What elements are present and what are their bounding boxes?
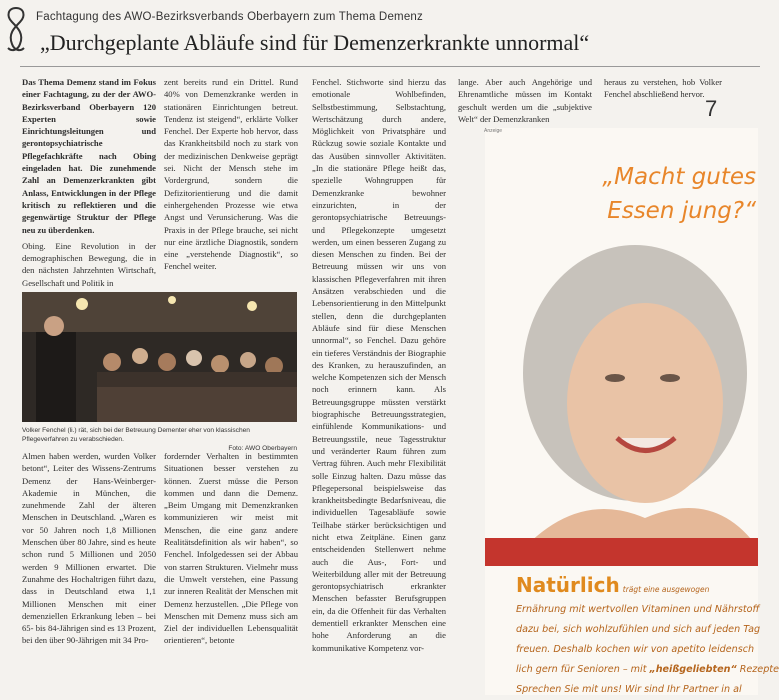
column-2-lower-text: fordernder Verhalten in bestimmten Situationen besser verstehen zu können. Zuerst müsse die Person kommen und dann die Demenz. „Beim Umgang mit Demenzkranken kommunizieren wir meist mit Menschen, die eine ganz andere Realitätsdefinition als wir haben“, so Fenchel. Infolgedessen sei der Abbau von starren Strukturen. Vielmehr muss die Umwelt verstehen, eine Passung zur inneren Realität der Menschen mit Demenz herzustellen. „Die Pflege von Menschen mit Demenz muss sich am Ziel der individuellen Lebensqualität orientieren“, betonte bbox=[164, 451, 298, 646]
ad-label: Anzeige bbox=[484, 128, 503, 134]
column-2-lower bbox=[164, 450, 298, 695]
ad-line-3: dazu bei, sich wohlzufühlen und sich auf jeden Tag bbox=[516, 624, 761, 635]
column-2-upper bbox=[164, 76, 298, 288]
header-divider bbox=[20, 66, 760, 67]
ad-line-5c: Rezepte bbox=[736, 664, 779, 675]
ad-brand-word: Natürlich bbox=[516, 573, 620, 597]
column-1-lower-text: Almen haben werden, wurden Volker betont“, Leiter des Wissens-Zentrums Demenz der Hans-Weinberger-Akademie in München, die zunehmende Zahl der älteren Menschen in Deutschland. „Waren es vor 50 Jahren noch 1,8 Millionen Menschen über 80 Jahre, sind es heute schon rund 5 Millionen und 2050 werden 9 Millionen erwartet. Die Zunahme des Hochaltrigen führt dazu, dass in Deutschland etwa 1,1 Millionen Menschen mit einer demenziellen Erkrankung leben – bei 65- bis 84-Jährigen sind es 13 Prozent, bei den über 90-Jährigen mit 34 Pro- bbox=[22, 451, 156, 646]
ad-line-1: trägt eine ausgewogen bbox=[622, 585, 710, 594]
article-body-start: Obing. Eine Revolution in der demographischen Bewegung, die in den nächsten Jahrzehnten Wirtschaft, Gesellschaft und Politik in bbox=[22, 240, 156, 288]
photo-credit: Foto: AWO Oberbayern bbox=[228, 445, 297, 452]
column-5-text: heraus zu verstehen, hob Volker Fenchel abschließend hervor. bbox=[604, 77, 722, 100]
photo-caption bbox=[22, 426, 297, 453]
column-4 bbox=[458, 76, 592, 126]
column-4-text: lange. Aber auch Angehörige und Ehrenamtliche müssen im Kontakt geschult werden um die „subjektive Welt“ der Demenzkranken bbox=[458, 77, 592, 124]
ad-headline-line-2: Essen jung?“ bbox=[607, 198, 756, 224]
article-kicker: Fachtagung des AWO-Bezirksverbands Oberbayern zum Thema Demenz bbox=[36, 11, 423, 23]
event-photo bbox=[22, 292, 297, 422]
page-number: 7 bbox=[705, 96, 718, 121]
article-headline: „Durchgeplante Abläufe sind für Demenzerkrankte unnormal“ bbox=[40, 30, 590, 55]
ad-headline bbox=[600, 160, 756, 228]
photo-caption-text: Volker Fenchel (li.) rät, sich bei der Betreuung Dementer eher von klassischen Pflegeverfahren zu verabschieden. bbox=[22, 427, 250, 443]
ad-line-4: freuen. Deshalb kochen wir von apetito leidensch bbox=[516, 644, 755, 655]
awo-logo-icon bbox=[2, 4, 30, 56]
ad-line-6: Sprechen Sie mit uns! Wir sind Ihr Partner in al bbox=[516, 684, 742, 695]
ad-headline-line-1: „Macht gutes bbox=[602, 164, 756, 190]
column-2-text: zent bereits rund ein Drittel. Rund 40% von Demenzkranke werden in stationären Einrichtungen betreut. Tendenz ist steigend“, erklärte Volker Fenchel. Der Experte hob hervor, dass das Krankheitsbild noch zu stark von der medizinischen Denkweise geprägt sei. Nicht der Mensch stehe im Vordergrund, sondern die Defizitorientierung und die damit einhergehenden Prozesse wie etwa Angst und Verunsicherung. Was die Praxis in der Pflege brauche, sei nicht nur eine ärztliche Diagnostik, sondern eine „verstehende Diagnostik“, so Fenchel weiter. bbox=[164, 77, 298, 272]
ad-line-5b: „heißgeliebten“ bbox=[649, 664, 737, 675]
column-1-lower bbox=[22, 450, 156, 695]
ad-line-2: Ernährung mit wertvollen Vitaminen und Nährstoff bbox=[516, 604, 760, 615]
column-3 bbox=[312, 76, 446, 695]
column-3-text: Fenchel. Stichworte sind hierzu das emotionale Wohlbefinden, Selbstbestimmung, Selbstachtung, Wertschätzung durch andere, Möglichkeit von Privatsphäre und Rückzug sowie soziale Kontakte und das Ausüben sinnvoller Aktivitäten. „In die stationäre Pflege heißt das, spezielle Wohngruppen für Demenzkranke bewohner einzurichten, in der gerontopsychiatrische Betreuungs- und Pflegekonzepte umgesetzt werden, um einen besseren Zugang zu diesen Menschen zu finden. Bei der Betreuung müssen wir uns von klassischen Pflegeverfahren mit ihren Ansätzen verabschieden und die Lebensorientierung in den Mittelpunkt stellen, denn die durchgeplanten Abläufe sind für diese Menschen unnormal“, so Fenchel. Dazu gehöre ein tieferes Verständnis der Biographie des Kranken, zu herauszufinden, an welche Kompetenzen sich der Mensch noch erinnern kann. Als Betreuungsgruppe müssten verstärkt biographische Betreuungsstrategien, einfühlende Kommunikations- und Betreuungsstile, neue Tagesstruktur und veränderter Raum führen zum Vertrag führen. Auch mehr Flexibilität solle Einzug halten. Dazu müsse das Pflegepersonal beispielsweise das krankheitsbedingte Bedarfsniveau, die individuellen Tagesabläufe sowie Teilhabe stärker berücksichtigen und nicht etwa Zeitpläne. Einen ganz entscheidenden Stellenwert nehme auch die Aus-, Fort- und Weiterbildung aller mit der Betreuung gerontopsychiatrisch erkrankter Menschen befasster Berufsgruppen ein, da die Offenheit für das Verhalten dementiell erkrankter Menschen eine hohe Anforderung an die kommunikative Kompetenz vor- bbox=[312, 77, 446, 653]
article-lead: Das Thema Demenz stand im Fokus einer Fachtagung, zu der der AWO-Bezirksverband Oberbayern 120 Experten sowie Einrichtungsleitungen und gerontopsychiatrische Pflegefachkräfte nach Obing eingeladen hat. Die zunehmende Zahl an Demenzerkrankten gibt Anlass, Entwicklungen in der Pflege kritisch zu reflektieren und die gegenwärtige Struktur der Pflege neu zu überdenken. bbox=[22, 77, 156, 235]
ad-line-5a: lich gern für Senioren – mit bbox=[516, 664, 650, 675]
ad-body bbox=[516, 573, 779, 700]
column-1-upper bbox=[22, 76, 156, 288]
